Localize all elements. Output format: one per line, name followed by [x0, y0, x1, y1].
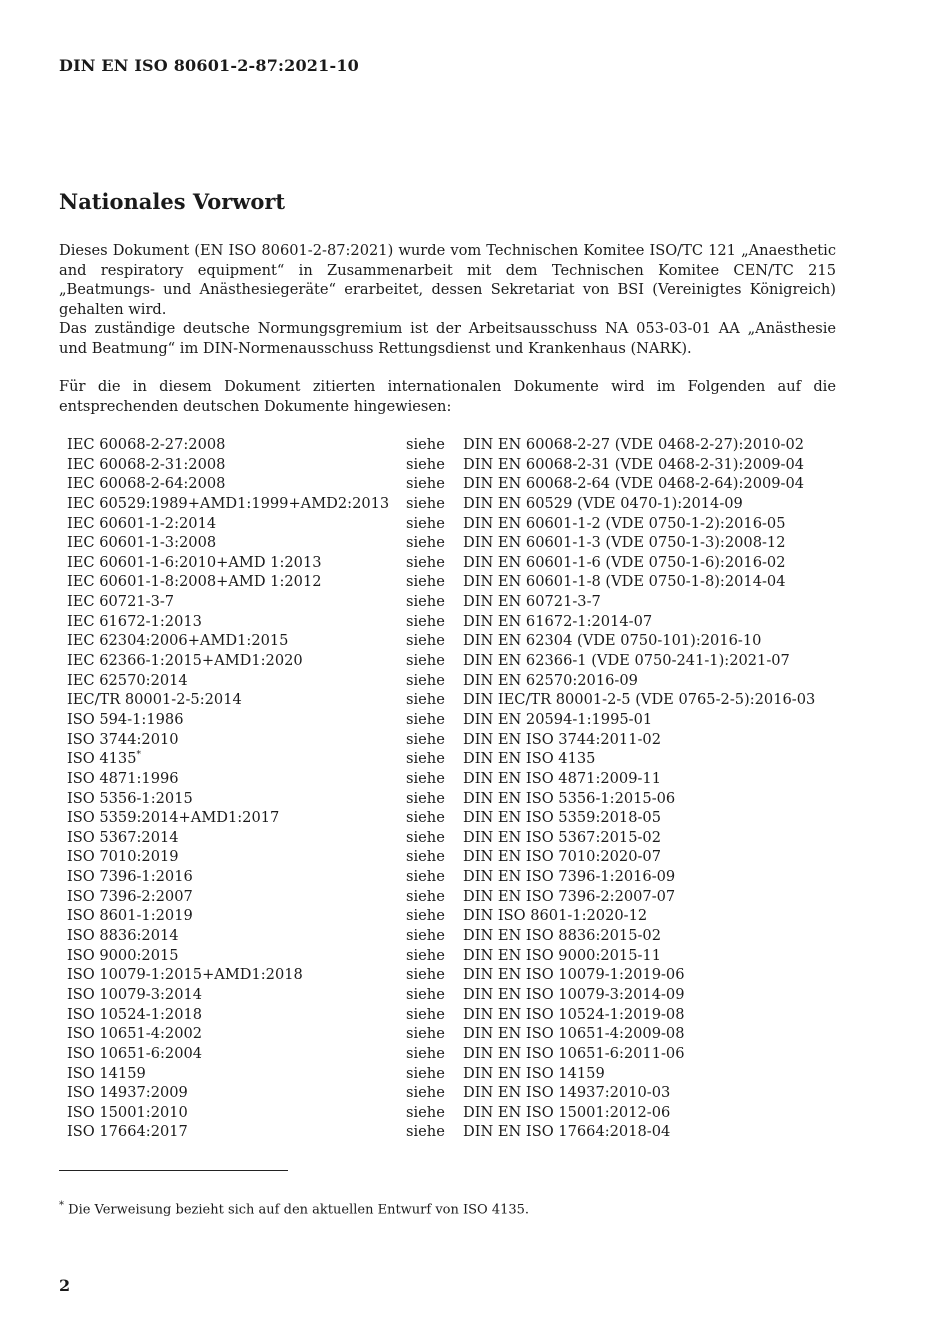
see-label: siehe: [406, 848, 445, 866]
see-label: siehe: [406, 809, 445, 827]
international-standard: [67, 946, 179, 966]
german-standard: DIN EN 20594-1:1995-01: [463, 710, 653, 728]
reference-row: [67, 690, 827, 710]
international-standard: [67, 710, 184, 730]
see-label: siehe: [406, 887, 445, 905]
international-standard-label: IEC 60068-2-64:2008: [67, 475, 226, 493]
international-standard-label: ISO 10079-3:2014: [67, 985, 203, 1003]
international-standard: [67, 730, 179, 750]
international-standard: [67, 769, 179, 789]
international-standard: [67, 1005, 202, 1025]
reference-row: [67, 1005, 827, 1025]
german-standard: DIN EN ISO 7396-2:2007-07: [463, 887, 676, 905]
german-standard: DIN EN 61672-1:2014-07: [463, 612, 653, 630]
international-standard: [67, 1044, 202, 1064]
footnote-text: Die Verweisung bezieht sich auf den aktuellen Entwurf von ISO 4135.: [68, 1202, 530, 1218]
german-standard: DIN EN 60601-1-2 (VDE 0750-1-2):2016-05: [463, 514, 786, 532]
german-standard: DIN EN ISO 7010:2020-07: [463, 848, 661, 866]
see-label: siehe: [406, 769, 445, 787]
international-standard: [67, 592, 174, 612]
reference-row: [67, 749, 827, 769]
see-label: siehe: [406, 652, 445, 670]
reference-row: [67, 631, 827, 651]
german-standard: DIN EN 60068-2-64 (VDE 0468-2-64):2009-04: [463, 475, 805, 493]
international-standard: [67, 1024, 202, 1044]
international-standard-label: ISO 10524-1:2018: [67, 1005, 203, 1023]
international-standard-label: ISO 9000:2015: [67, 946, 179, 964]
international-standard: [67, 514, 216, 534]
international-standard-label: ISO 7396-1:2016: [67, 868, 193, 886]
international-standard: [67, 435, 225, 455]
international-standard-label: ISO 14937:2009: [67, 1084, 188, 1102]
german-standard: DIN EN 60601-1-8 (VDE 0750-1-8):2014-04: [463, 573, 786, 591]
reference-row: [67, 946, 827, 966]
german-standard: DIN EN ISO 5359:2018-05: [463, 809, 661, 827]
reference-row: [67, 435, 827, 455]
reference-row: [67, 671, 827, 691]
international-standard: [67, 1083, 188, 1103]
reference-row: [67, 553, 827, 573]
see-label: siehe: [406, 1044, 445, 1062]
international-standard-label: IEC 60721-3-7: [67, 593, 175, 611]
international-standard: [67, 553, 322, 573]
international-standard-label: IEC 61672-1:2013: [67, 612, 202, 630]
section-title: Nationales Vorwort: [59, 189, 286, 214]
german-standard: DIN EN ISO 3744:2011-02: [463, 730, 661, 748]
international-standard-label: IEC 60068-2-31:2008: [67, 455, 226, 473]
international-standard-label: ISO 7010:2019: [67, 848, 179, 866]
see-label: siehe: [406, 868, 445, 886]
international-standard-label: IEC 62304:2006+AMD1:2015: [67, 632, 289, 650]
international-standard: [67, 474, 225, 494]
international-standard-label: ISO 5356-1:2015: [67, 789, 193, 807]
german-standard: DIN EN 62366-1 (VDE 0750-241-1):2021-07: [463, 652, 790, 670]
international-standard: [67, 749, 141, 769]
international-standard-label: ISO 14159: [67, 1064, 146, 1082]
reference-row: [67, 808, 827, 828]
reference-row: [67, 1083, 827, 1103]
reference-row: [67, 533, 827, 553]
see-label: siehe: [406, 691, 445, 709]
german-standard: DIN EN 60068-2-31 (VDE 0468-2-31):2009-04: [463, 455, 805, 473]
international-standard: [67, 533, 216, 553]
reference-row: [67, 1064, 827, 1084]
international-standard-label: ISO 8836:2014: [67, 927, 179, 945]
see-label: siehe: [406, 985, 445, 1003]
german-standard: DIN EN ISO 8836:2015-02: [463, 927, 661, 945]
reference-row: [67, 965, 827, 985]
see-label: siehe: [406, 553, 445, 571]
international-standard-label: ISO 10651-4:2002: [67, 1025, 203, 1043]
see-label: siehe: [406, 789, 445, 807]
reference-row: [67, 474, 827, 494]
international-standard: [67, 887, 193, 907]
german-standard: DIN ISO 8601-1:2020-12: [463, 907, 648, 925]
reference-row: [67, 887, 827, 907]
reference-row: [67, 906, 827, 926]
footnote-mark: *: [59, 1200, 64, 1211]
see-label: siehe: [406, 730, 445, 748]
international-standard: [67, 906, 193, 926]
see-label: siehe: [406, 436, 445, 453]
international-standard-label: IEC/TR 80001-2-5:2014: [67, 691, 242, 709]
international-standard-label: IEC 60601-1-3:2008: [67, 534, 217, 552]
german-standard: DIN EN ISO 10651-4:2009-08: [463, 1025, 685, 1043]
see-label: siehe: [406, 946, 445, 964]
international-standard: [67, 789, 193, 809]
international-standard-label: ISO 594-1:1986: [67, 710, 184, 728]
footnote-divider: [59, 1170, 288, 1171]
see-label: siehe: [406, 612, 445, 630]
reference-row: [67, 1044, 827, 1064]
see-label: siehe: [406, 750, 445, 768]
german-standard: DIN EN 60529 (VDE 0470-1):2014-09: [463, 494, 743, 512]
footnote: [59, 1200, 529, 1217]
see-label: siehe: [406, 573, 445, 591]
german-standard: DIN EN ISO 10079-3:2014-09: [463, 985, 685, 1003]
german-standard: DIN EN ISO 9000:2015-11: [463, 946, 661, 964]
german-standard: DIN EN 60601-1-6 (VDE 0750-1-6):2016-02: [463, 553, 786, 571]
see-label: siehe: [406, 534, 445, 552]
international-standard-label: ISO 3744:2010: [67, 730, 179, 748]
german-standard: DIN EN ISO 10651-6:2011-06: [463, 1044, 685, 1062]
footnote-reference-mark: *: [136, 750, 142, 761]
international-standard-label: ISO 8601-1:2019: [67, 907, 193, 925]
reference-row: [67, 730, 827, 750]
paragraph-reference-intro: Für die in diesem Dokument zitierten internationalen Dokumente wird im Folgenden auf die entsprechenden deutschen Dokumente hingewiesen:: [59, 378, 836, 415]
international-standard-label: ISO 15001:2010: [67, 1103, 188, 1121]
reference-row: [67, 1103, 827, 1123]
see-label: siehe: [406, 1025, 445, 1043]
international-standard: [67, 965, 303, 985]
international-standard: [67, 690, 242, 710]
see-label: siehe: [406, 593, 445, 611]
see-label: siehe: [406, 907, 445, 925]
see-label: siehe: [406, 671, 445, 689]
international-standard-label: IEC 60601-1-6:2010+AMD 1:2013: [67, 553, 322, 571]
german-standard: DIN EN ISO 4871:2009-11: [463, 769, 661, 787]
see-label: siehe: [406, 1064, 445, 1082]
see-label: siehe: [406, 710, 445, 728]
see-label: siehe: [406, 1103, 445, 1121]
see-label: siehe: [406, 475, 445, 493]
german-standard: DIN EN ISO 14937:2010-03: [463, 1084, 671, 1102]
german-standard: DIN EN ISO 7396-1:2016-09: [463, 868, 676, 886]
international-standard: [67, 1103, 188, 1123]
german-standard: DIN EN ISO 5356-1:2015-06: [463, 789, 676, 807]
international-standard: [67, 651, 303, 671]
international-standard: [67, 671, 188, 691]
international-standard-label: IEC 62366-1:2015+AMD1:2020: [67, 652, 303, 670]
see-label: siehe: [406, 494, 445, 512]
international-standard-label: ISO 5359:2014+AMD1:2017: [67, 809, 280, 827]
reference-row: [67, 494, 827, 514]
see-label: siehe: [406, 514, 445, 532]
see-label: siehe: [406, 1084, 445, 1102]
international-standard-label: ISO 4871:1996: [67, 769, 179, 787]
german-standard: DIN EN ISO 14159: [463, 1064, 605, 1082]
international-standard-label: IEC 60068-2-27:2008: [67, 436, 226, 453]
german-standard: DIN EN ISO 17664:2018-04: [463, 1123, 671, 1141]
international-standard-label: IEC 60601-1-8:2008+AMD 1:2012: [67, 573, 322, 591]
german-standard: DIN EN ISO 15001:2012-06: [463, 1103, 671, 1121]
see-label: siehe: [406, 966, 445, 984]
reference-row: [67, 1122, 827, 1142]
reference-row: [67, 651, 827, 671]
german-standard: DIN IEC/TR 80001-2-5 (VDE 0765-2-5):2016-03: [463, 691, 816, 709]
see-label: siehe: [406, 1005, 445, 1023]
see-label: siehe: [406, 927, 445, 945]
reference-row: [67, 612, 827, 632]
international-standard-label: ISO 4135: [67, 750, 137, 768]
international-standard-label: IEC 60529:1989+AMD1:1999+AMD2:2013: [67, 494, 390, 512]
german-standard: DIN EN 62570:2016-09: [463, 671, 638, 689]
german-standard: DIN EN 62304 (VDE 0750-101):2016-10: [463, 632, 762, 650]
see-label: siehe: [406, 632, 445, 650]
reference-row: [67, 828, 827, 848]
reference-row: [67, 926, 827, 946]
see-label: siehe: [406, 1123, 445, 1141]
german-standard: DIN EN 60068-2-27 (VDE 0468-2-27):2010-02: [463, 436, 805, 453]
international-standard: [67, 847, 179, 867]
reference-row: [67, 455, 827, 475]
german-standard: DIN EN ISO 10524-1:2019-08: [463, 1005, 685, 1023]
reference-row: [67, 1024, 827, 1044]
reference-row: [67, 710, 827, 730]
international-standard: [67, 494, 389, 514]
page-number: 2: [59, 1276, 71, 1295]
german-standard: DIN EN 60721-3-7: [463, 593, 601, 611]
german-standard: DIN EN ISO 5367:2015-02: [463, 828, 661, 846]
international-standard-label: ISO 17664:2017: [67, 1123, 188, 1141]
see-label: siehe: [406, 828, 445, 846]
see-label: siehe: [406, 455, 445, 473]
reference-row: [67, 847, 827, 867]
german-standard: DIN EN 60601-1-3 (VDE 0750-1-3):2008-12: [463, 534, 786, 552]
international-standard: [67, 926, 179, 946]
international-standard-label: ISO 5367:2014: [67, 828, 179, 846]
international-standard: [67, 612, 202, 632]
international-standard: [67, 455, 225, 475]
reference-row: [67, 769, 827, 789]
reference-table: [67, 435, 827, 1142]
international-standard: [67, 985, 202, 1005]
german-standard: DIN EN ISO 4135: [463, 750, 596, 768]
international-standard: [67, 828, 179, 848]
reference-row: [67, 867, 827, 887]
international-standard-label: IEC 62570:2014: [67, 671, 188, 689]
german-standard: DIN EN ISO 10079-1:2019-06: [463, 966, 685, 984]
international-standard: [67, 1122, 188, 1142]
reference-row: [67, 985, 827, 1005]
international-standard: [67, 867, 193, 887]
international-standard-label: ISO 10651-6:2004: [67, 1044, 203, 1062]
international-standard-label: ISO 7396-2:2007: [67, 887, 193, 905]
reference-row: [67, 514, 827, 534]
paragraph-national-body: Das zuständige deutsche Normungsgremium ist der Arbeitsausschuss NA 053-03-01 AA „Anästhesie und Beatmung“ im DIN-Normenausschuss Rettungsdienst und Krankenhaus (NARK).: [59, 320, 836, 357]
international-standard: [67, 631, 288, 651]
international-standard-label: ISO 10079-1:2015+AMD1:2018: [67, 966, 303, 984]
international-standard: [67, 808, 279, 828]
international-standard: [67, 572, 322, 592]
paragraph-committee: Dieses Dokument (EN ISO 80601-2-87:2021) wurde vom Technischen Komitee ISO/TC 121 „Anaesthetic and respiratory equipment“ in Zusammenarbeit mit dem Technischen Komitee CEN/TC 215 „Beatmungs- und Anästhesiegeräte“ erarbeitet, dessen Sekretariat von BSI (Vereinigtes Königreich) gehalten wird.: [59, 242, 836, 318]
document-header: DIN EN ISO 80601-2-87:2021-10: [59, 56, 359, 75]
reference-row: [67, 592, 827, 612]
reference-row: [67, 572, 827, 592]
international-standard-label: IEC 60601-1-2:2014: [67, 514, 217, 532]
international-standard: [67, 1064, 146, 1084]
reference-row: [67, 789, 827, 809]
